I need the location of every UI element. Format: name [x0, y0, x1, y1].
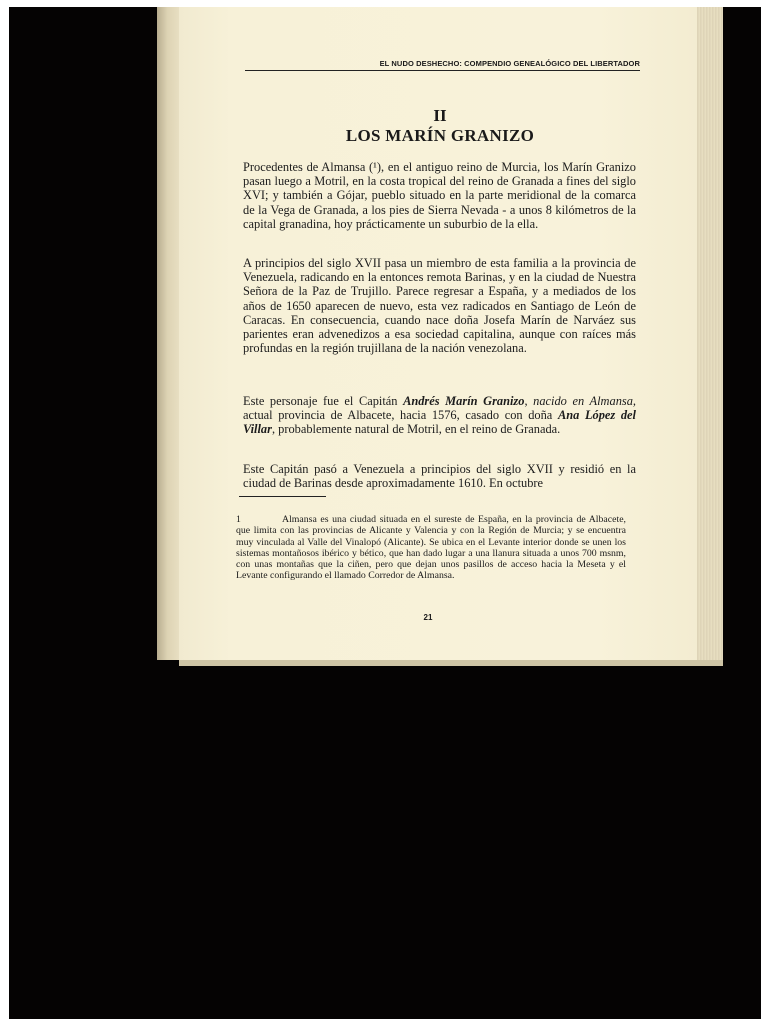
chapter-number: II	[433, 106, 447, 125]
paragraph-3-text: actual provincia de Albacete, hacia 1576, casado con doña	[243, 408, 558, 423]
birthplace-italic: nacido en Almansa,	[533, 394, 637, 408]
page-bottom-edge	[179, 660, 723, 666]
footnote-rule	[239, 496, 326, 497]
paragraph-4: Este Capitán pasó a Venezuela a principios del siglo XVII y residió en la ciudad de Barinas desde aproximadamente 1610. En octubre	[243, 462, 636, 491]
page-stack-edge	[697, 7, 723, 664]
running-head-rule	[245, 70, 640, 71]
footnote-number: 1	[236, 514, 241, 525]
page-number: 21	[423, 613, 433, 622]
paragraph-2: A principios del siglo XVII pasa un miembro de esta familia a la provincia de Venezuela, radicando en la entonces remota Barinas, y en la ciudad de Nuestra Señora de la Paz de Trujillo. Parece regresar a España, y a mediados de los años de 1650 aparecen de nuevo, esta vez radicados en Santiago de León de Caracas. En consecuencia, cuando nace doña Josefa Marín de Narváez sus parientes eran advenedizos a esa sociedad capitalina, aunque con raíces más profundas en la región trujillana de la nación venezolana.	[243, 256, 636, 356]
running-head: EL NUDO DESHECHO: COMPENDIO GENEALÓGICO DEL LIBERTADOR	[379, 59, 640, 68]
chapter-title: LOS MARÍN GRANIZO	[345, 126, 535, 145]
paragraph-3-text: , probablemente natural de Motril, en el reino de Granada.	[271, 422, 561, 437]
footnote	[236, 514, 626, 582]
paragraph-1: Procedentes de Almansa (¹), en el antiguo reino de Murcia, los Marín Granizo pasan luego a Motril, en la costa tropical del reino de Granada a fines del siglo XVI; y también a Gójar, pueblo situado en la parte meridional de la comarca de la Vega de Granada, a los pies de Sierra Nevada - a unos 8 kilómetros de la capital granadina, hoy prácticamente un suburbio de la ella.	[243, 160, 636, 231]
paragraph-3	[243, 394, 636, 437]
person-name: Ana López del Villar	[243, 408, 636, 437]
paragraph-3-text: ,	[524, 394, 534, 408]
paragraph-3-text: Este personaje fue el Capitán	[243, 394, 404, 408]
footnote-text: Almansa es una ciudad situada en el sureste de España, en la provincia de Albacete, que limita con las provincias de Alicante y Valencia y con la Región de Murcia; y se encuentra muy vinculada al Valle del Vinalopó (Alicante). Se ubica en el Levante interior donde se unen los sistemas montañosos ibérico y bético, que han dado lugar a una llanura situada a unos 700 msnm, con unas montañas que la ciñen, pero que dejan unos pasillos de acceso hacia la Meseta y el Levante configurando el llamado Corredor de Almansa.	[236, 514, 626, 582]
person-name: Andrés Marín Granizo	[403, 394, 525, 408]
